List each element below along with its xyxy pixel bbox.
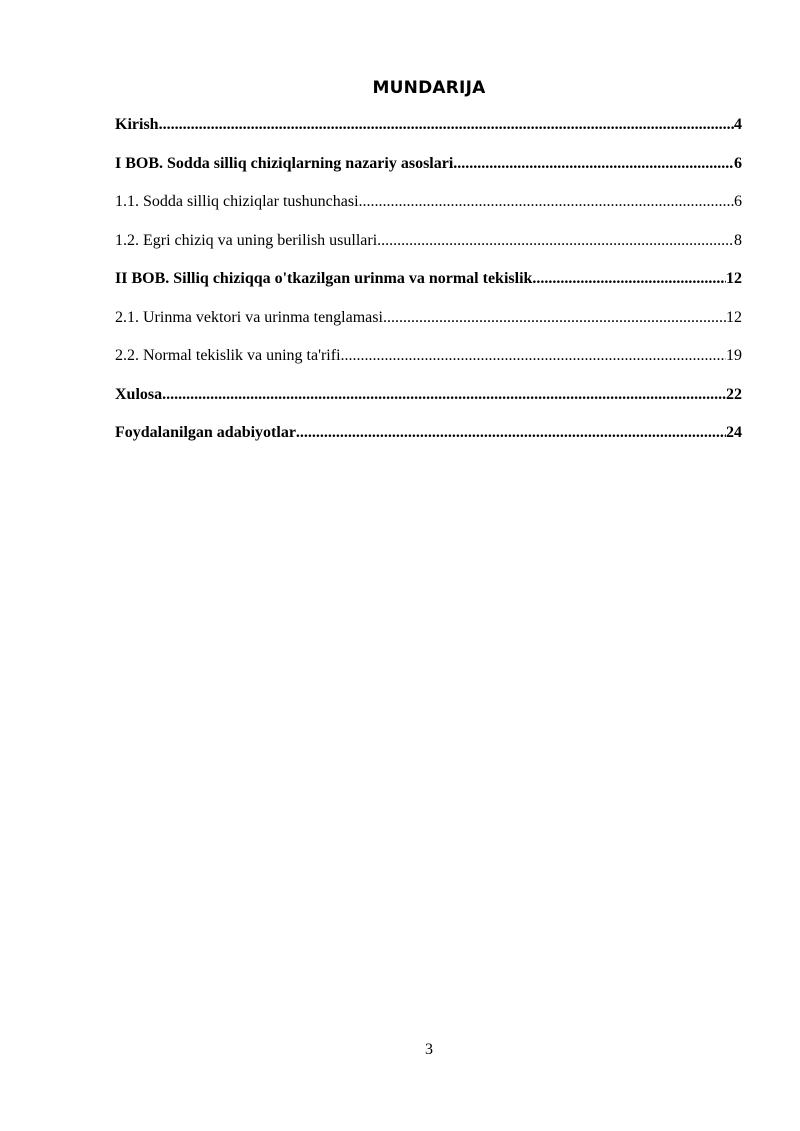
toc-dot-leader	[296, 424, 726, 442]
toc-entry[interactable]	[115, 309, 742, 348]
toc-entry-label: 2.1. Urinma vektori va urinma tenglamasi	[115, 308, 383, 326]
toc-dot-leader	[377, 232, 734, 250]
toc-entry-page: 19	[726, 347, 742, 364]
toc-entry-label: I BOB. Sodda silliq chiziqlarning nazariy asoslari	[115, 154, 454, 172]
table-of-contents	[115, 116, 742, 463]
toc-entry[interactable]	[115, 232, 742, 271]
page-number: 3	[425, 1041, 433, 1058]
toc-entry[interactable]	[115, 116, 742, 155]
toc-entry-page: 24	[726, 424, 742, 441]
toc-entry[interactable]	[115, 424, 742, 463]
toc-entry-label: Xulosa	[115, 385, 163, 403]
toc-entry-label: Foydalanilgan adabiyotlar	[115, 424, 296, 441]
toc-entry-label: Kirish	[115, 116, 159, 133]
toc-entry[interactable]	[115, 386, 742, 425]
toc-entry-page: 22	[726, 385, 742, 403]
toc-entry[interactable]	[115, 347, 742, 386]
toc-entry-page: 8	[734, 231, 742, 249]
toc-entry-page: 12	[726, 308, 742, 326]
toc-dot-leader	[359, 193, 734, 211]
toc-entry-label: II BOB. Silliq chiziqqa o'tkazilgan urinma va normal tekislik	[115, 270, 533, 287]
toc-entry-page: 6	[734, 193, 742, 210]
toc-entry-page: 12	[726, 270, 742, 287]
toc-entry-label: 1.1. Sodda silliq chiziqlar tushunchasi	[115, 193, 359, 210]
toc-dot-leader	[453, 155, 734, 173]
toc-dot-leader	[162, 386, 726, 404]
toc-entry[interactable]	[115, 270, 742, 309]
toc-entry-label: 2.2. Normal tekislik va uning ta'rifi	[115, 347, 341, 364]
toc-dot-leader	[341, 347, 726, 365]
toc-entry[interactable]	[115, 193, 742, 232]
toc-dot-leader	[159, 116, 734, 134]
toc-dot-leader	[532, 270, 726, 288]
toc-entry[interactable]	[115, 155, 742, 194]
toc-entry-label: 1.2. Egri chiziq va uning berilish usullari	[115, 231, 378, 249]
toc-entry-page: 6	[734, 154, 742, 172]
toc-dot-leader	[383, 309, 726, 327]
toc-title: MUNDARIJA	[372, 78, 486, 98]
toc-entry-page: 4	[734, 116, 742, 133]
